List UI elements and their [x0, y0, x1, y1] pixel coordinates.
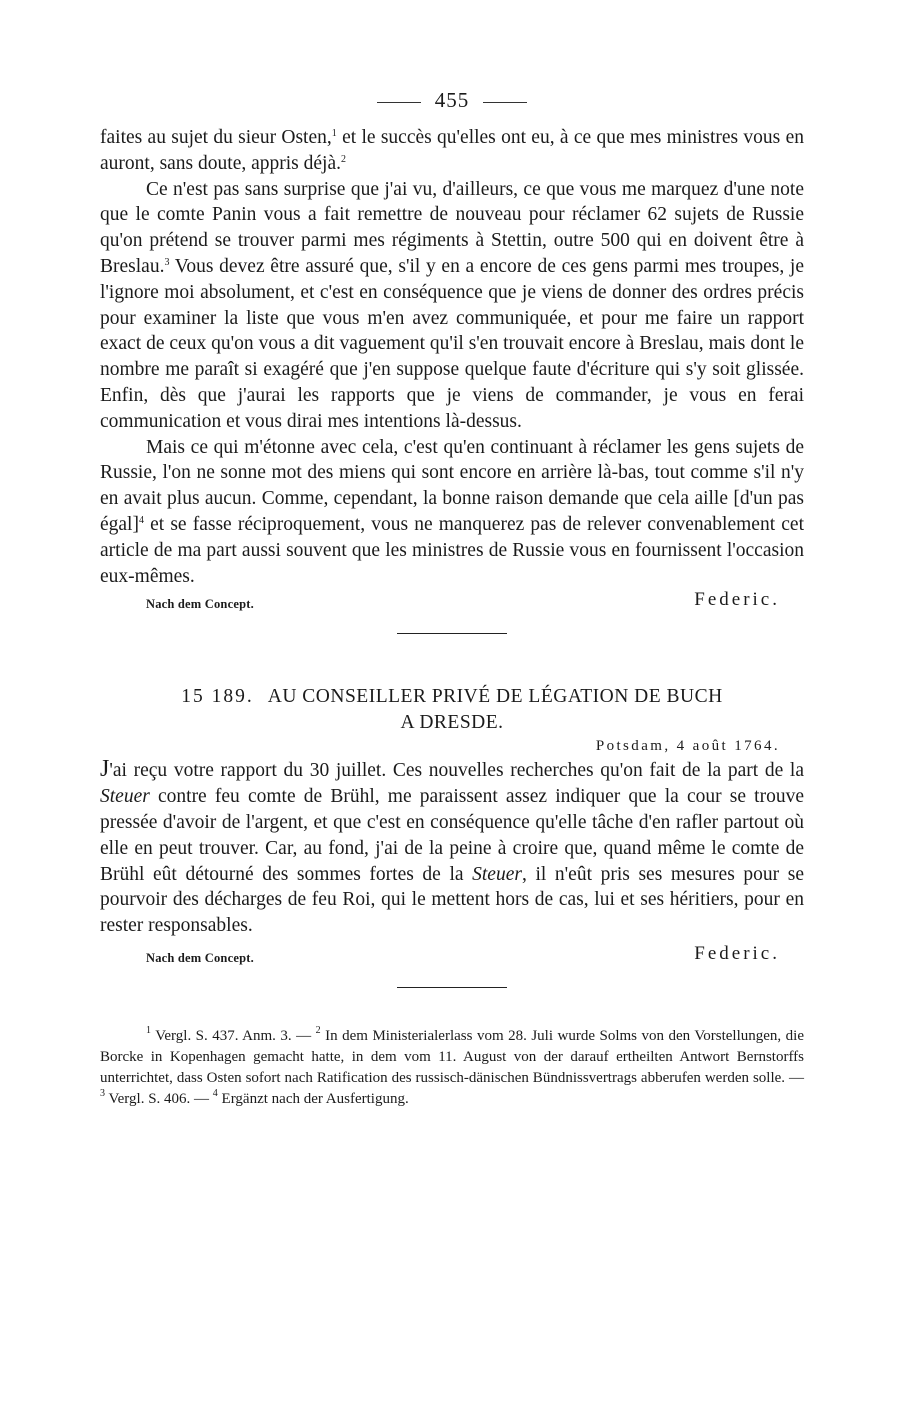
- footnote-ref: 2: [340, 153, 346, 165]
- section-divider: [397, 633, 507, 634]
- footnote-text: Ergänzt nach der Ausfertigung.: [217, 1090, 409, 1107]
- text-run: Mais ce qui m'étonne avec cela, c'est qu'en continuant à réclamer les gens sujets de Russie, l'on ne sonne mot des miens qui sont encore en arrière là-bas, tout comme s'il n'y en avait plus aucun. Comme, cependant, la bonne raison demande que cela aille [d'un pas égal]: [100, 436, 804, 535]
- text-run: faites au sujet du sieur Osten,: [100, 127, 332, 148]
- drop-initial: J: [100, 756, 110, 783]
- letter2-closing: [100, 943, 804, 973]
- page-header: [100, 88, 804, 113]
- page: [100, 88, 804, 1125]
- footnote-text: Vergl. S. 406. —: [105, 1090, 213, 1107]
- text-run: , il n'eût pris ses mesures pour se pourvoir des décharges de feu Roi, qui le mettent hors de cas, lui et ses héritiers, pour en rester responsables.: [100, 863, 805, 937]
- header-dash-left: [377, 102, 421, 103]
- letter1-paragraph-2: [100, 177, 804, 435]
- footnote-marker: 3: [100, 1087, 105, 1099]
- footnote-marker: 1: [146, 1024, 151, 1036]
- text-run: et se fasse réciproquement, vous ne manquerez pas de relever convenablement cet article de ma part aussi souvent que les ministres de Russie vous en fournissent l'occasion eux-mêmes.: [100, 513, 804, 587]
- letter1-closing: [100, 589, 804, 619]
- letter1-paragraph-3: [100, 435, 804, 590]
- section-divider: [397, 987, 507, 988]
- text-run: 'ai reçu votre rapport du 30 juillet. Ces nouvelles recherches qu'on fait de la part de la: [109, 760, 804, 782]
- source-note: Nach dem Concept.: [146, 597, 254, 612]
- signature: Federic.: [694, 942, 780, 964]
- italic-term: Steuer: [100, 786, 150, 808]
- heading-line-2: A DRESDE.: [400, 712, 504, 734]
- text-run: Ce n'est pas sans surprise que j'ai vu, d'ailleurs, ce que vous me marquez d'une note que le comte Panin vous a fait remettre de nouveau pour réclamer 62 sujets de Russie qu'on prétend se trouver parmi mes régiments à Stettin, outre 500 qui en doivent être à Breslau.: [100, 178, 804, 277]
- letter-number: 15 189.: [181, 686, 254, 708]
- letter2-body: [100, 757, 804, 939]
- page-number: 455: [434, 88, 470, 112]
- footnote-text: In dem Ministerialerlass vom 28. Juli wurde Solms von den Vorstellungen, die Borcke in Kopenhagen gemacht hatte, in dem vom 11. August von der darauf ertheilten Antwort Bernstorffs unterrichtet, dass Osten sofort nach Ratification des russisch-dänischen Bündnissvertrags abberufen werden solle. —: [100, 1027, 804, 1086]
- letter2-heading: [100, 684, 804, 736]
- text-run: et le succès qu'elles ont eu, à ce que mes ministres vous en auront, sans doute, appris déjà.: [100, 127, 804, 174]
- footnote-marker: 2: [315, 1024, 321, 1036]
- footnotes: [100, 1026, 804, 1110]
- footnote-ref: 1: [331, 128, 337, 139]
- source-note: Nach dem Concept.: [146, 950, 254, 965]
- footnote-marker: 4: [212, 1087, 218, 1099]
- footnote-ref: 3: [164, 256, 170, 268]
- text-run: contre feu comte de Brühl, me paraissent assez indiquer que la cour se trouve pressée d'avoir de l'argent, et que c'est en conséquence qu'elle tâche d'en rafler partout où elle en peut trouver. Car, au fond, j'ai de la peine à croire que, quand même le comte de Brühl eût détourné des sommes fortes de la: [100, 786, 804, 885]
- footnote-text: Vergl. S. 437. Anm. 3. —: [151, 1027, 316, 1044]
- text-run: Vous devez être assuré que, s'il y en a encore de ces gens parmi mes troupes, je l'ignore moi absolument, et c'est en conséquence que je viens de donner des ordres précis pour examiner la liste que vous m'en avez communiquée, et pour me faire un rapport exact de ceux qu'on vous a dit vaguement qu'il s'en trouvait encore à Breslau, mais dont le nombre me paraît si exagéré que j'en suppose quelque faute d'écriture qui s'y soit glissée. Enfin, dès que j'aurai les rapports que je viens de commander, je vous en ferai communication et vous dirai mes intentions là-dessus.: [100, 255, 804, 432]
- letter1-paragraph-1: [100, 125, 804, 177]
- place-date: Potsdam, 4 août 1764.: [595, 738, 780, 755]
- header-dash-right: [483, 102, 527, 103]
- heading-line-1: AU CONSEILLER PRIVÉ DE LÉGATION DE BUCH: [267, 686, 723, 708]
- italic-term: Steuer: [472, 863, 522, 885]
- signature: Federic.: [694, 589, 780, 611]
- footnote-ref: 4: [138, 514, 144, 526]
